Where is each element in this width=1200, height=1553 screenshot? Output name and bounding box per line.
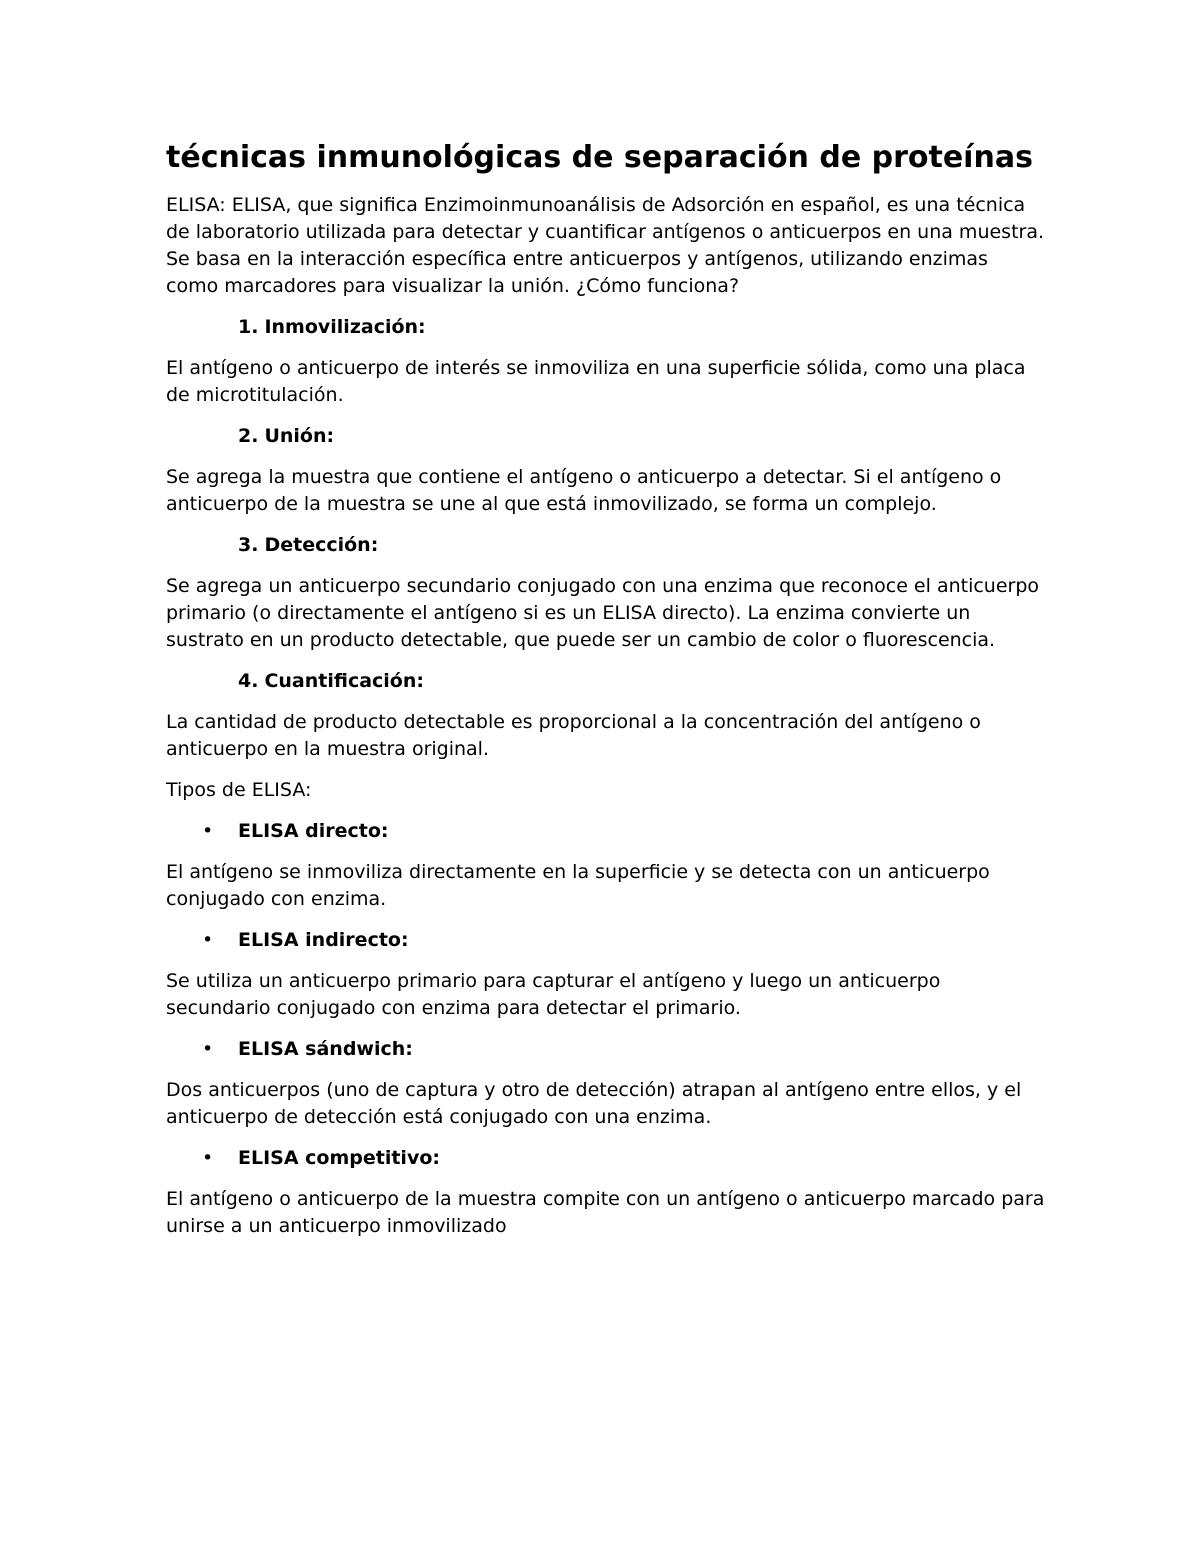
step-number: 1. — [238, 316, 259, 338]
step-heading-3 — [238, 532, 1046, 559]
type-paragraph-sandwich: Dos anticuerpos (uno de captura y otro de detección) atrapan al antígeno entre ellos, y el anticuerpo de detección está conjugado con una enzima. — [166, 1079, 1022, 1128]
step-heading-text: Unión: — [264, 425, 335, 447]
type-paragraph-indirect: Se utiliza un anticuerpo primario para capturar el antígeno y luego un anticuerpo secundario conjugado con enzima para detectar el primario. — [166, 970, 941, 1019]
document-title: técnicas inmunológicas de separación de proteínas — [166, 140, 1033, 175]
type-heading-text: ELISA sándwich: — [238, 1038, 413, 1060]
step-number: 3. — [238, 534, 259, 556]
step-heading-text: Detección: — [264, 534, 379, 556]
type-heading-competitive — [202, 1145, 1046, 1172]
step-heading-1 — [238, 314, 1046, 341]
step-heading-text: Inmovilización: — [264, 316, 426, 338]
type-heading-sandwich — [202, 1036, 1046, 1063]
step-heading-2 — [238, 423, 1046, 450]
step-paragraph-2: Se agrega la muestra que contiene el antígeno o anticuerpo a detectar. Si el antígeno o anticuerpo de la muestra se une al que está inmovilizado, se forma un complejo. — [166, 466, 1002, 515]
step-number: 4. — [238, 670, 259, 692]
type-heading-text: ELISA indirecto: — [238, 929, 409, 951]
document-page — [166, 138, 1046, 1254]
bullet-icon: • — [202, 820, 214, 842]
step-number: 2. — [238, 425, 259, 447]
step-heading-4 — [238, 668, 1046, 695]
bullet-icon: • — [202, 929, 214, 951]
type-heading-text: ELISA competitivo: — [238, 1147, 440, 1169]
step-paragraph-4: La cantidad de producto detectable es proporcional a la concentración del antígeno o anticuerpo en la muestra original. — [166, 711, 981, 760]
type-heading-text: ELISA directo: — [238, 820, 389, 842]
type-paragraph-direct: El antígeno se inmoviliza directamente en la superficie y se detecta con un anticuerpo conjugado con enzima. — [166, 861, 990, 910]
step-heading-text: Cuantificación: — [264, 670, 424, 692]
step-paragraph-1: El antígeno o anticuerpo de interés se inmoviliza en una superficie sólida, como una placa de microtitulación. — [166, 357, 1026, 406]
type-heading-indirect — [202, 927, 1046, 954]
intro-paragraph: ELISA: ELISA, que significa Enzimoinmunoanálisis de Adsorción en español, es una técnica de laboratorio utilizada para detectar y cuantificar antígenos o anticuerpos en una muestra. Se basa en la interacción específica entre anticuerpos y antígenos, utilizando enzimas como marcadores para visualizar la unión. ¿Cómo funciona? — [166, 194, 1045, 297]
type-heading-direct — [202, 818, 1046, 845]
type-paragraph-competitive: El antígeno o anticuerpo de la muestra compite con un antígeno o anticuerpo marcado para unirse a un anticuerpo inmovilizado — [166, 1188, 1045, 1237]
types-label: Tipos de ELISA: — [166, 779, 312, 801]
bullet-icon: • — [202, 1147, 214, 1169]
step-paragraph-3: Se agrega un anticuerpo secundario conjugado con una enzima que reconoce el anticuerpo primario (o directamente el antígeno si es un ELISA directo). La enzima convierte un sustrato en un producto detectable, que puede ser un cambio de color o fluorescencia. — [166, 575, 1040, 651]
bullet-icon: • — [202, 1038, 214, 1060]
